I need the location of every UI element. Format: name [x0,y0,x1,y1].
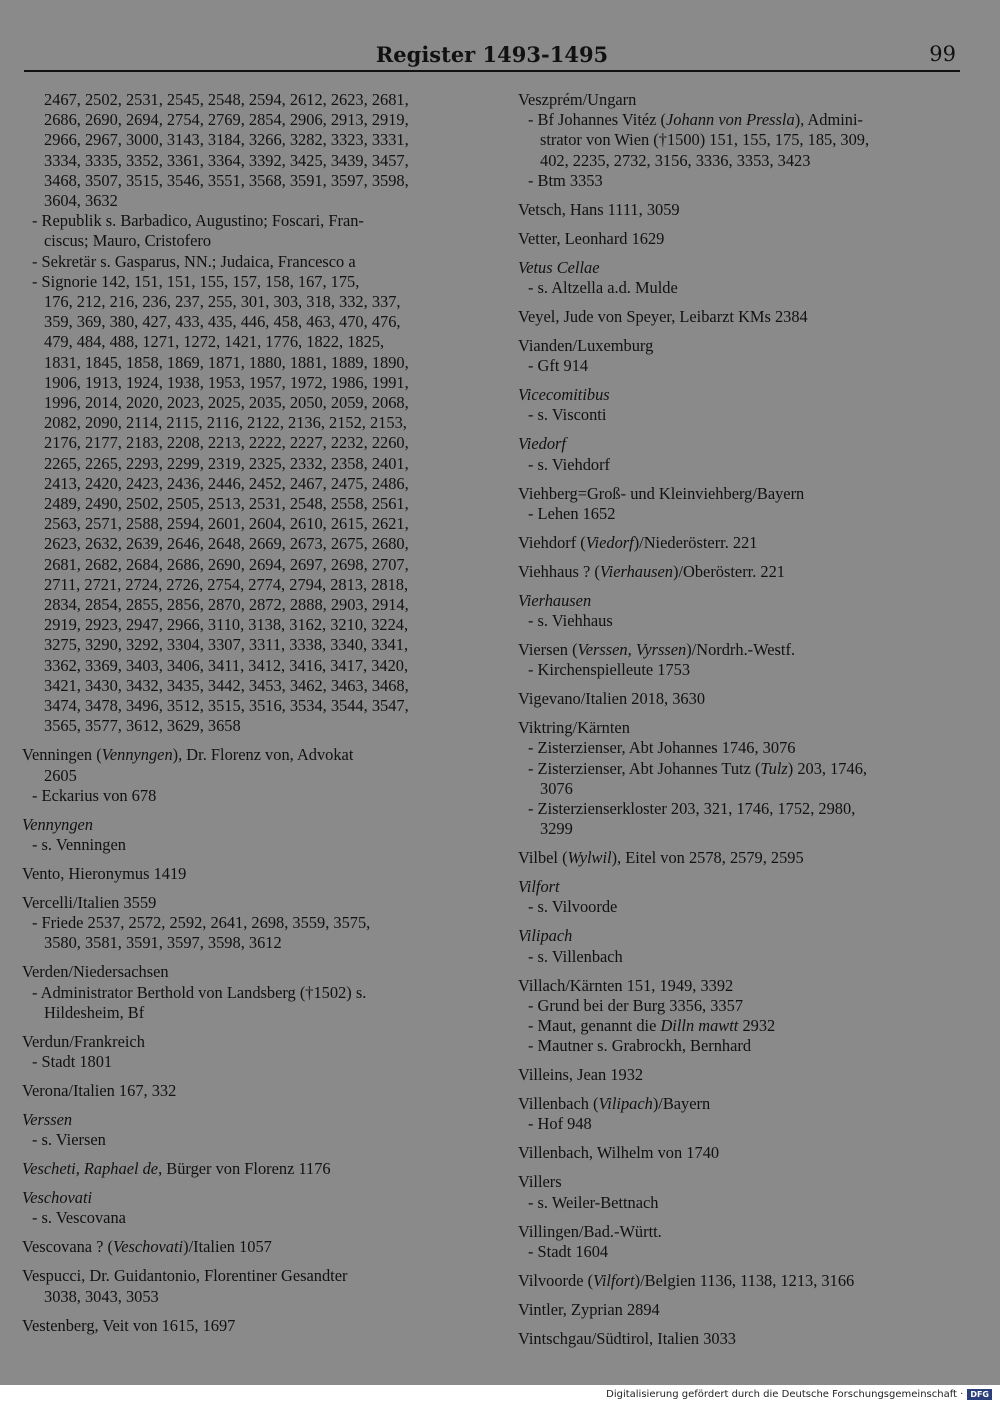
entry-line: Vilipach [518,926,573,946]
index-entry [518,1222,958,1262]
entry-line: Verona/Italien 167, 332 [22,1080,177,1100]
entry-line: Vennyngen [22,814,93,834]
entry-line: Vento, Hieronymus 1419 [22,863,187,883]
index-entry [518,848,958,868]
index-entry [22,864,458,884]
index-entry [518,434,958,474]
entry-line: - Zisterzienser, Abt Johannes Tutz (Tulz) 203, 1746, [528,758,867,778]
index-entry [22,1159,458,1179]
entry-line: - Zisterzienserkloster 203, 321, 1746, 1752, 2980, [528,799,856,819]
entry-line: 402, 2235, 2732, 3156, 3336, 3353, 3423 [540,150,811,170]
entry-line: 2467, 2502, 2531, 2545, 2548, 2594, 2612, 2623, 2681, [44,90,409,109]
entry-line: 2919, 2923, 2947, 2966, 3110, 3138, 3162, 3210, 3224, [44,615,409,635]
entry-line: Viktring/Kärnten [518,718,630,738]
entry-line: 3334, 3335, 3352, 3361, 3364, 3392, 3425, 3439, 3457, [44,150,409,170]
entry-line: - s. Venningen [32,834,126,854]
entry-line: ciscus; Mauro, Cristofero [44,231,212,251]
index-entry [518,1300,958,1320]
entry-line: Villeins, Jean 1932 [518,1065,644,1085]
entry-line: Viedorf [518,434,566,454]
entry-line: Vicecomitibus [518,385,610,405]
index-entry [22,962,458,1023]
entry-line: Viehberg=Groß- und Kleinviehberg/Bayern [518,483,805,503]
index-entry [22,1032,458,1072]
entry-line: Vestenberg, Veit von 1615, 1697 [22,1315,236,1335]
index-entry [22,745,458,806]
index-entry-venedig-continuation [22,90,458,737]
entry-line: - s. Vescovana [32,1208,126,1228]
index-entry [22,1188,458,1228]
index-entry [518,307,958,327]
entry-line: - Maut, genannt die Dilln mawtt 2932 [528,1016,776,1036]
entry-line: 2176, 2177, 2183, 2208, 2213, 2222, 2227, 2232, 2260, [44,433,409,453]
entry-line: 3076 [540,778,573,798]
index-entry [518,200,958,220]
entry-line: Veszprém/Ungarn [518,90,637,109]
entry-line: Villingen/Bad.-Württ. [518,1221,662,1241]
entry-line: - s. Visconti [528,405,607,425]
entry-line: Vescovana ? (Veschovati)/Italien 1057 [22,1237,272,1257]
entry-line: 2489, 2490, 2502, 2505, 2513, 2531, 2548, 2558, 2561, [44,494,409,514]
entry-line: - Administrator Berthold von Landsberg (†1502) s. [32,982,367,1002]
entry-line: 3299 [540,819,573,839]
entry-line: - s. Villenbach [528,946,623,966]
index-entry [518,976,958,1057]
entry-line: 2686, 2690, 2694, 2754, 2769, 2854, 2906, 2913, 2919, [44,110,409,130]
page-footer [606,1389,992,1400]
index-entry [518,1172,958,1212]
index-entry [22,1110,458,1150]
entry-line: Villach/Kärnten 151, 1949, 3392 [518,975,734,995]
entry-line: Veyel, Jude von Speyer, Leibarzt KMs 2384 [518,307,808,327]
index-entry [22,1266,458,1306]
index-entry [518,640,958,680]
entry-line: 2563, 2571, 2588, 2594, 2601, 2604, 2610, 2615, 2621, [44,514,409,534]
entry-line: Verssen [22,1109,73,1129]
entry-line: 3565, 3577, 3612, 3629, 3658 [44,716,241,736]
entry-line: 2966, 2967, 3000, 3143, 3184, 3266, 3282, 3323, 3331, [44,130,409,150]
index-entry [22,1316,458,1336]
entry-line: Viehhaus ? (Vierhausen)/Oberösterr. 221 [518,561,785,581]
footer-credit: Digitalisierung gefördert durch die Deutsche Forschungsgemeinschaft · [606,1389,964,1400]
entry-line: Villers [518,1172,562,1192]
entry-line: Vilvoorde (Vilfort)/Belgien 1136, 1138, 1213, 3166 [518,1270,855,1290]
index-entry [518,562,958,582]
index-entry [518,229,958,249]
index-entry [518,1143,958,1163]
entry-line: 176, 212, 216, 236, 237, 255, 301, 303, 318, 332, 337, [44,292,401,312]
entry-line: Villenbach, Wilhelm von 1740 [518,1143,720,1163]
entry-line: strator von Wien (†1500) 151, 155, 175, 185, 309, [540,130,870,150]
entry-line: 2082, 2090, 2114, 2115, 2116, 2122, 2136, 2152, 2153, [44,413,407,433]
entry-line: - Stadt 1801 [32,1051,113,1071]
index-entry [518,689,958,709]
entry-line: 2711, 2721, 2724, 2726, 2754, 2774, 2794, 2813, 2818, [44,574,409,594]
index-entry [518,1094,958,1134]
entry-line: Vianden/Luxemburg [518,336,654,356]
entry-line: - s. Viersen [32,1130,106,1150]
entry-line: 1906, 1913, 1924, 1938, 1953, 1957, 1972, 1986, 1991, [44,372,409,392]
entry-line: 479, 484, 488, 1271, 1272, 1421, 1776, 1822, 1825, [44,332,385,352]
entry-line: Hildesheim, Bf [44,1002,145,1022]
index-entry [518,591,958,631]
entry-line: - Lehen 1652 [528,503,616,523]
index-entry [518,877,958,917]
entry-line: - Kirchenspielleute 1753 [528,660,691,680]
entry-line: Vetus Cellae [518,257,600,277]
entry-line: 3604, 3632 [44,191,118,211]
page-header [24,42,960,72]
entry-line: Vilbel (Wylwil), Eitel von 2578, 2579, 2595 [518,848,804,868]
entry-line: Vetsch, Hans 1111, 3059 [518,199,680,219]
entry-line: Vercelli/Italien 3559 [22,892,157,912]
entry-line: Villenbach (Vilipach)/Bayern [518,1094,711,1114]
index-entry [518,484,958,524]
entry-line: - Sekretär s. Gasparus, NN.; Judaica, Francesco a [32,251,356,271]
index-entry [518,385,958,425]
entry-line: - s. Weiler-Bettnach [528,1192,659,1212]
entry-line: Vintschgau/Südtirol, Italien 3033 [518,1328,736,1348]
entry-line: Vescheti, Raphael de, Bürger von Florenz 1176 [22,1159,331,1179]
entry-line: 1996, 2014, 2020, 2023, 2025, 2035, 2050, 2059, 2068, [44,393,409,413]
entry-line: Vierhausen [518,590,592,610]
index-entry [518,533,958,553]
entry-line: - Stadt 1604 [528,1241,609,1261]
index-entry [518,336,958,376]
entry-line: - s. Altzella a.d. Mulde [528,278,678,298]
entry-line: 3468, 3507, 3515, 3546, 3551, 3568, 3591, 3597, 3598, [44,170,409,190]
entry-line: 3474, 3478, 3496, 3512, 3515, 3516, 3534, 3544, 3547, [44,696,409,716]
right-column [518,90,958,1358]
entry-line: - Friede 2537, 2572, 2592, 2641, 2698, 3559, 3575, [32,913,371,933]
entry-line: 359, 369, 380, 427, 433, 435, 446, 458, 463, 470, 476, [44,312,401,332]
entry-line: Vintler, Zyprian 2894 [518,1299,660,1319]
entry-line: - s. Viehdorf [528,454,611,474]
left-column [22,90,458,1345]
entry-line: Viehdorf (Viedorf)/Niederösterr. 221 [518,532,758,552]
entry-line: 3275, 3290, 3292, 3304, 3307, 3311, 3338, 3340, 3341, [44,635,409,655]
dfg-logo: DFG [967,1389,992,1400]
entry-line: 2681, 2682, 2684, 2686, 2690, 2694, 2697, 2698, 2707, [44,554,409,574]
entry-line: 2413, 2420, 2423, 2436, 2446, 2452, 2467, 2475, 2486, [44,473,409,493]
index-entry [518,1271,958,1291]
entry-line: 2834, 2854, 2855, 2856, 2870, 2872, 2888, 2903, 2914, [44,595,409,615]
entry-line: - Signorie 142, 151, 151, 155, 157, 158, 167, 175, [32,271,360,291]
entry-line: Vigevano/Italien 2018, 3630 [518,689,706,709]
index-entry [22,893,458,954]
entry-line: Verden/Niedersachsen [22,962,169,982]
entry-line: Vetter, Leonhard 1629 [518,228,665,248]
index-entry [518,926,958,966]
entry-line: 3038, 3043, 3053 [44,1286,159,1306]
index-entry [22,1081,458,1101]
page-number: 99 [929,42,956,66]
entry-line: - Grund bei der Burg 3356, 3357 [528,995,744,1015]
index-entry [518,1065,958,1085]
entry-line: - Gft 914 [528,356,589,376]
entry-line: Vilfort [518,877,560,897]
entry-line: - Btm 3353 [528,170,603,190]
entry-line: - Bf Johannes Vitéz (Johann von Pressla), Admini- [528,110,863,130]
entry-line: Verdun/Frankreich [22,1031,145,1051]
entry-line: Veschovati [22,1188,93,1208]
index-entry [22,1237,458,1257]
entry-line: 1831, 1845, 1858, 1869, 1871, 1880, 1881, 1889, 1890, [44,352,409,372]
entry-line: Viersen (Verssen, Vyrssen)/Nordrh.-Westf. [518,640,796,660]
page-title: Register 1493-1495 [375,42,609,67]
index-entry [518,1329,958,1349]
entry-line: Venningen (Vennyngen), Dr. Florenz von, Advokat [22,745,354,765]
entry-line: 2265, 2265, 2293, 2299, 2319, 2325, 2332, 2358, 2401, [44,453,409,473]
entry-line: - Mautner s. Grabrockh, Bernhard [528,1036,752,1056]
index-entry [518,90,958,191]
entry-line: 2623, 2632, 2639, 2646, 2648, 2669, 2673, 2675, 2680, [44,534,409,554]
entry-line: - s. Vilvoorde [528,897,618,917]
entry-line: - Republik s. Barbadico, Augustino; Foscari, Fran- [32,211,364,231]
entry-line: - s. Viehhaus [528,611,613,631]
entry-line: 3362, 3369, 3403, 3406, 3411, 3412, 3416, 3417, 3420, [44,655,409,675]
entry-line: 3421, 3430, 3432, 3435, 3442, 3453, 3462, 3463, 3468, [44,675,409,695]
index-entry [22,815,458,855]
entry-line: 3580, 3581, 3591, 3597, 3598, 3612 [44,933,282,953]
index-entry [518,718,958,839]
entry-line: Vespucci, Dr. Guidantonio, Florentiner Gesandter [22,1266,348,1286]
entry-line: - Eckarius von 678 [32,785,157,805]
entry-line: - Zisterzienser, Abt Johannes 1746, 3076 [528,738,796,758]
index-entry [518,258,958,298]
entry-line: - Hof 948 [528,1114,592,1134]
entry-line: 2605 [44,765,77,785]
